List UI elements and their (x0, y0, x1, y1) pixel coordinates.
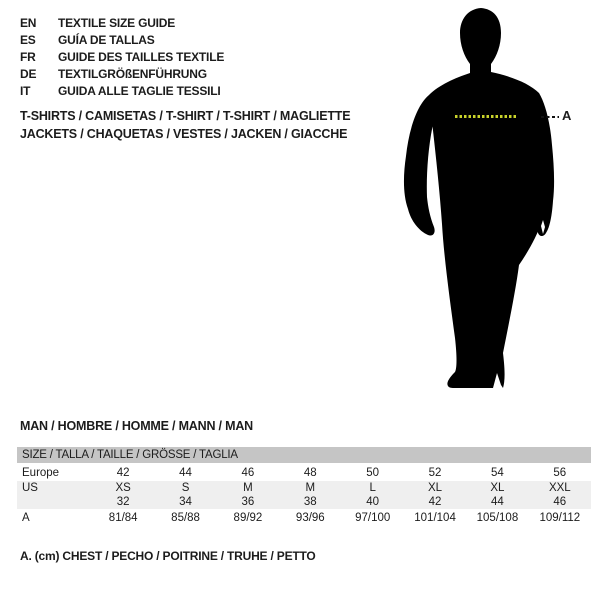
size-table (17, 447, 591, 526)
table-cell: S (181, 482, 190, 494)
table-cell: 42 (428, 496, 442, 508)
man-silhouette (400, 6, 565, 391)
row-label: Europe (22, 467, 60, 479)
table-row-europe (17, 465, 591, 481)
table-cell: 40 (366, 496, 380, 508)
table-cell: 105/108 (476, 511, 519, 524)
table-row-chest (17, 509, 591, 526)
measurement-footnote: A. (cm) CHEST / PECHO / POITRINE / TRUHE / PETTO (20, 549, 316, 563)
language-row (20, 31, 224, 48)
table-cell: XL (490, 482, 505, 494)
table-cell: 54 (491, 467, 504, 479)
language-title: GUÍA DE TALLAS (58, 32, 155, 47)
category-tshirts: T-SHIRTS / CAMISETAS / T-SHIRT / T-SHIRT / MAGLIETTE (20, 109, 351, 123)
table-cell: 36 (241, 496, 255, 508)
section-title: MAN / HOMBRE / HOMME / MANN / MAN (20, 419, 253, 433)
size-table-header: SIZE / TALLA / TAILLE / GRÖSSE / TAGLIA (17, 447, 591, 463)
language-row (20, 65, 224, 82)
language-row (20, 82, 224, 99)
table-cell: 44 (179, 467, 192, 479)
table-cell: XXL (548, 482, 571, 494)
table-cell: 46 (241, 467, 255, 479)
table-cell: 56 (553, 467, 567, 479)
table-cell: L (369, 482, 376, 494)
table-cell: 34 (179, 496, 192, 508)
language-row (20, 14, 224, 31)
language-title: TEXTILGRÖßENFÜHRUNG (58, 66, 207, 81)
table-row-us (17, 481, 591, 495)
language-list (20, 14, 224, 99)
man-silhouette-svg (400, 6, 565, 391)
measure-label-a: A (562, 108, 572, 123)
measure-callout-dash (541, 116, 559, 118)
chest-measure-line (455, 115, 517, 118)
table-cell: 48 (303, 467, 317, 479)
table-cell: 109/112 (539, 511, 581, 524)
category-jackets: JACKETS / CHAQUETAS / VESTES / JACKEN / GIACCHE (20, 127, 348, 141)
table-cell: 46 (553, 496, 567, 508)
table-cell: 32 (116, 496, 130, 508)
table-cell: 38 (303, 496, 317, 508)
table-cell: 50 (366, 467, 380, 479)
category-list (20, 107, 350, 143)
language-row (20, 48, 224, 65)
table-cell: 52 (428, 467, 442, 479)
table-cell: 81/84 (108, 511, 138, 524)
language-title: GUIDE DES TAILLES TEXTILE (58, 49, 225, 64)
table-cell: 42 (116, 467, 130, 479)
language-code: ES (20, 32, 36, 47)
table-cell: M (305, 482, 316, 494)
language-title: TEXTILE SIZE GUIDE (58, 15, 176, 30)
table-row-us-numeric (17, 495, 591, 509)
table-cell: XL (428, 482, 443, 494)
language-code: FR (20, 49, 36, 64)
table-cell: 97/100 (355, 511, 391, 524)
table-cell: 101/104 (414, 511, 456, 524)
language-code: DE (20, 66, 37, 81)
language-title: GUIDA ALLE TAGLIE TESSILI (58, 83, 221, 98)
row-label: US (22, 482, 38, 494)
table-cell: XS (115, 482, 131, 494)
table-cell: M (243, 482, 253, 494)
row-label: A (22, 511, 30, 524)
table-cell: 44 (491, 496, 504, 508)
table-cell: 89/92 (233, 511, 263, 524)
table-cell: 85/88 (171, 511, 200, 524)
language-code: EN (20, 15, 37, 30)
language-code: IT (20, 83, 31, 98)
table-cell: 93/96 (295, 511, 325, 524)
